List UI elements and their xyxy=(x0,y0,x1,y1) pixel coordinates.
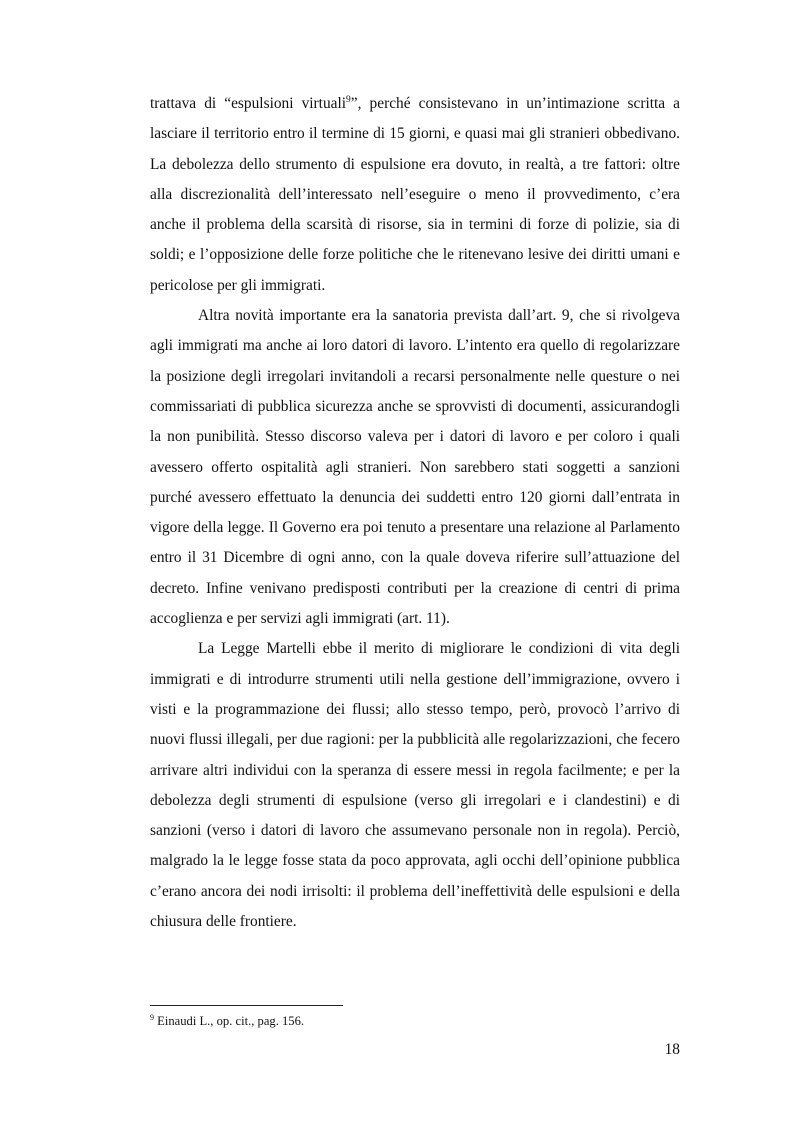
footnote-number: 9 xyxy=(150,1013,154,1023)
paragraph-1 xyxy=(150,89,680,301)
paragraph-2: Altra novità importante era la sanatoria prevista dall’art. 9, che si rivolgeva agli immigrati ma anche ai loro datori di lavoro. L’intento era quello di regolarizzare la posizione degli irregolari invitandoli a recarsi personalmente nelle questure o nei commissariati di pubblica sicurezza anche se sprovvisti di documenti, assicurandogli la non punibilità. Stesso discorso valeva per i datori di lavoro e per coloro i quali avessero offerto ospitalità agli stranieri. Non sarebbero stati soggetti a sanzioni purché avessero effettuato la denuncia dei suddetti entro 120 giorni dall’entrata in vigore della legge. Il Governo era poi tenuto a presentare una relazione al Parlamento entro il 31 Dicembre di ogni anno, con la quale doveva riferire sull’attuazione del decreto. Infine venivano predisposti contributi per la creazione di centri di prima accoglienza e per servizi agli immigrati (art. 11). xyxy=(150,307,680,628)
footnote-text: Einaudi L., op. cit., pag. 156. xyxy=(154,1014,305,1028)
paragraph-1-start: trattava di “espulsioni virtuali xyxy=(150,95,347,112)
paragraph-3: La Legge Martelli ebbe il merito di migliorare le condizioni di vita degli immigrati e di introdurre strumenti utili nella gestione dell’immigrazione, ovvero i visti e la programmazione dei flussi; allo stesso tempo, però, provocò l’arrivo di nuovi flussi illegali, per due ragioni: per la pubblicità alle regolarizzazioni, che fecero arrivare altri individui con la speranza di essere messi in regola facilmente; e per la debolezza degli strumenti di espulsione (verso gli irregolari e i clandestini) e di sanzioni (verso i datori di lavoro che assumevano personale non in regola). Perciò, malgrado la le legge fosse stata da poco approvata, agli occhi dell’opinione pubblica c’erano ancora dei nodi irrisolti: il problema dell’ineffettività delle espulsioni e della chiusura delle frontiere. xyxy=(150,640,680,931)
footnote-reference[interactable]: 9 xyxy=(346,95,351,106)
page-number: 18 xyxy=(664,1041,680,1058)
paragraph-1-end: ”, perché consistevano in un’intimazione scritta a lasciare il territorio entro il termine di 15 giorni, e quasi mai gli stranieri obbedivano. La debolezza dello strumento di espulsione era dovuto, in realtà, a tre fattori: oltre alla discrezionalità dell’interessato nell’eseguire o meno il provvedimento, c’era anche il problema della scarsità di risorse, sia in termini di forze di polizie, sia di soldi; e l’opposizione delle forze politiche che le ritenevano lesive dei diritti umani e pericolose per gli immigrati. xyxy=(150,95,681,294)
footnote xyxy=(150,1012,680,1030)
body-text xyxy=(150,89,680,937)
footnote-divider xyxy=(150,1005,343,1006)
